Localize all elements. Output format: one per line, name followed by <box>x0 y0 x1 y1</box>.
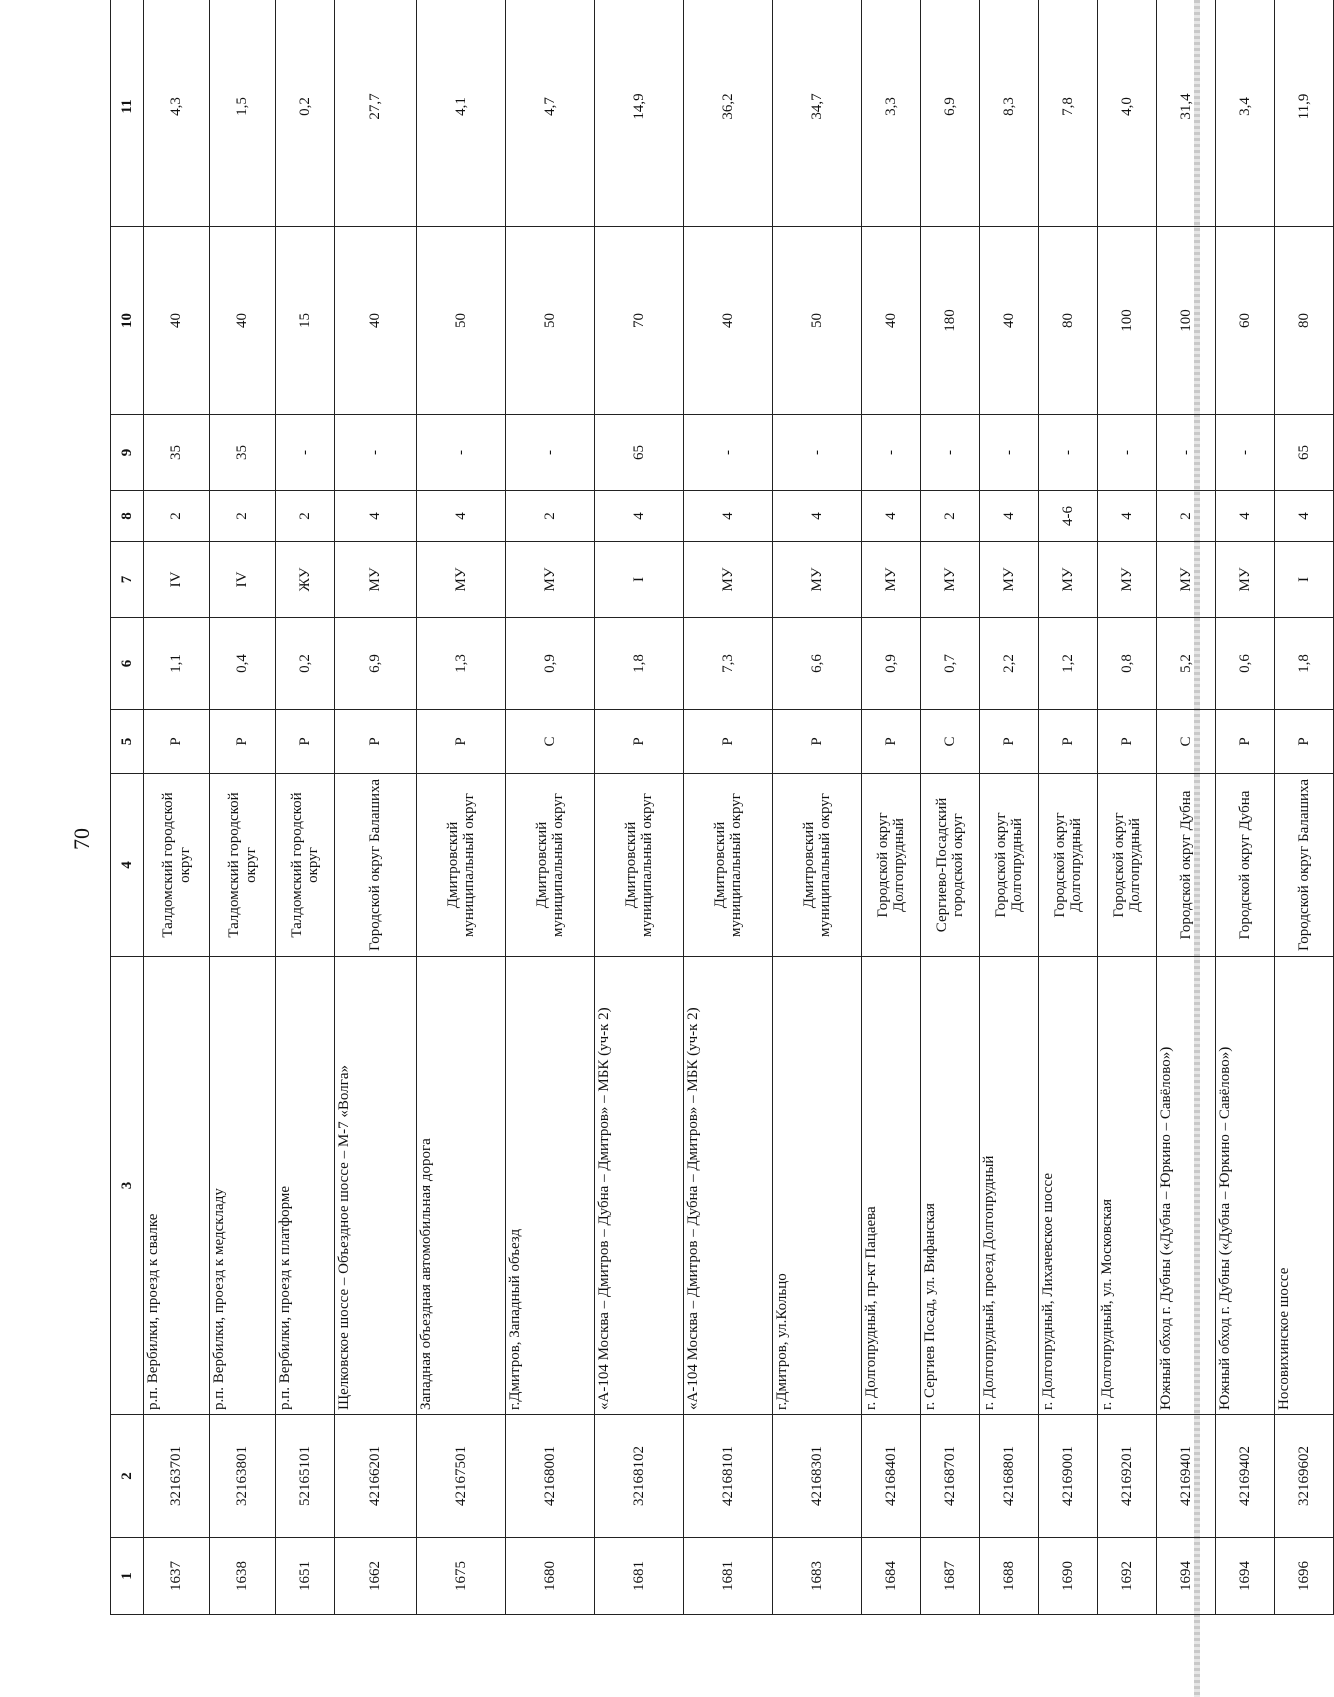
cell-col-area: 11,9 <box>1275 0 1334 227</box>
cell-col-width: 70 <box>595 227 684 415</box>
table-row <box>684 0 773 1615</box>
cell-col-district: Талдомский городской округ <box>210 774 276 957</box>
cell-col-lanes: 4 <box>980 491 1039 542</box>
cell-col-speed: - <box>506 415 595 491</box>
cell-col-width: 50 <box>773 227 862 415</box>
cell-col-name: г.Дмитров, ул.Кольцо <box>773 957 862 1415</box>
cell-col-type: Р <box>773 710 862 774</box>
cell-col-district: Городской округ Долгопрудный <box>980 774 1039 957</box>
cell-col-speed: - <box>921 415 980 491</box>
cell-col-category: МУ <box>773 542 862 618</box>
cell-col-lanes: 2 <box>506 491 595 542</box>
cell-col-length: 0,9 <box>506 618 595 710</box>
cell-col-length: 2,2 <box>980 618 1039 710</box>
cell-col-lanes: 4 <box>1275 491 1334 542</box>
cell-col-lanes: 2 <box>144 491 210 542</box>
table-row <box>335 0 417 1615</box>
cell-col-district: Дмитровский муниципальный округ <box>417 774 506 957</box>
cell-col-area: 14,9 <box>595 0 684 227</box>
cell-col-num: 1681 <box>684 1538 773 1615</box>
cell-col-code: 32168102 <box>595 1415 684 1538</box>
cell-col-width: 50 <box>506 227 595 415</box>
cell-col-speed: - <box>773 415 862 491</box>
table-row <box>980 0 1039 1615</box>
cell-col-code: 42168701 <box>921 1415 980 1538</box>
cell-col-num: 1694 <box>1216 1538 1275 1615</box>
cell-col-num: 1662 <box>335 1538 417 1615</box>
cell-col-length: 6,6 <box>773 618 862 710</box>
cell-col-width: 180 <box>921 227 980 415</box>
table-row <box>1157 0 1216 1615</box>
cell-col-district: Городской округ Долгопрудный <box>862 774 921 957</box>
cell-col-name: г. Долгопрудный, ул. Московская <box>1098 957 1157 1415</box>
table-body <box>144 0 1334 1615</box>
table-row <box>506 0 595 1615</box>
cell-col-lanes: 4 <box>1098 491 1157 542</box>
cell-col-type: Р <box>862 710 921 774</box>
cell-col-name: р.п. Вербилки, проезд к свалке <box>144 957 210 1415</box>
table-row <box>144 0 210 1615</box>
cell-col-area: 8,3 <box>980 0 1039 227</box>
cell-col-width: 15 <box>276 227 335 415</box>
cell-col-speed: - <box>862 415 921 491</box>
cell-col-num: 1681 <box>595 1538 684 1615</box>
table-row <box>1039 0 1098 1615</box>
cell-col-name: р.п. Вербилки, проезд к медскладу <box>210 957 276 1415</box>
cell-col-speed: - <box>1157 415 1216 491</box>
cell-col-district: Дмитровский муниципальный округ <box>684 774 773 957</box>
cell-col-length: 0,7 <box>921 618 980 710</box>
cell-col-width: 40 <box>335 227 417 415</box>
cell-col-name: г. Сергиев Посад, ул. Вифанская <box>921 957 980 1415</box>
cell-col-length: 1,8 <box>1275 618 1334 710</box>
cell-col-code: 42169402 <box>1216 1415 1275 1538</box>
cell-col-district: Городской округ Балашиха <box>1275 774 1334 957</box>
cell-col-category: МУ <box>684 542 773 618</box>
cell-col-width: 100 <box>1098 227 1157 415</box>
cell-col-num: 1688 <box>980 1538 1039 1615</box>
cell-col-district: Дмитровский муниципальный округ <box>595 774 684 957</box>
cell-col-category: МУ <box>921 542 980 618</box>
cell-col-num: 1683 <box>773 1538 862 1615</box>
cell-col-width: 40 <box>684 227 773 415</box>
cell-col-speed: - <box>1098 415 1157 491</box>
cell-col-area: 0,2 <box>276 0 335 227</box>
cell-col-category: МУ <box>1039 542 1098 618</box>
cell-col-district: Городской округ Долгопрудный <box>1098 774 1157 957</box>
cell-col-code: 42168001 <box>506 1415 595 1538</box>
cell-col-width: 100 <box>1157 227 1216 415</box>
cell-col-area: 3,3 <box>862 0 921 227</box>
cell-col-type: Р <box>276 710 335 774</box>
cell-col-district: Дмитровский муниципальный округ <box>773 774 862 957</box>
cell-col-length: 0,2 <box>276 618 335 710</box>
cell-col-district: Городской округ Дубна <box>1157 774 1216 957</box>
cell-col-length: 1,8 <box>595 618 684 710</box>
cell-col-length: 0,4 <box>210 618 276 710</box>
cell-col-name: Щелковское шоссе – Объездное шоссе – М-7 «Волга» <box>335 957 417 1415</box>
header-row <box>111 0 144 1615</box>
cell-col-category: МУ <box>980 542 1039 618</box>
cell-col-type: Р <box>595 710 684 774</box>
cell-col-speed: - <box>684 415 773 491</box>
cell-col-length: 1,1 <box>144 618 210 710</box>
cell-col-speed: 65 <box>595 415 684 491</box>
table-row <box>1098 0 1157 1615</box>
cell-col-category: IV <box>210 542 276 618</box>
cell-col-num: 1692 <box>1098 1538 1157 1615</box>
cell-col-width: 80 <box>1275 227 1334 415</box>
cell-col-lanes: 2 <box>276 491 335 542</box>
cell-col-name: г. Долгопрудный, проезд Долгопрудный <box>980 957 1039 1415</box>
cell-col-lanes: 4 <box>773 491 862 542</box>
cell-col-name: Южный обход г. Дубны («Дубна – Юркино – Савёлово») <box>1216 957 1275 1415</box>
cell-col-speed: 35 <box>144 415 210 491</box>
cell-col-num: 1694 <box>1157 1538 1216 1615</box>
cell-col-speed: - <box>1039 415 1098 491</box>
cell-col-lanes: 4-6 <box>1039 491 1098 542</box>
cell-col-category: МУ <box>862 542 921 618</box>
header-col-width: 10 <box>111 227 144 415</box>
cell-col-area: 34,7 <box>773 0 862 227</box>
cell-col-lanes: 4 <box>1216 491 1275 542</box>
header-col-name: 3 <box>111 957 144 1415</box>
cell-col-type: Р <box>335 710 417 774</box>
cell-col-speed: - <box>1216 415 1275 491</box>
cell-col-num: 1696 <box>1275 1538 1334 1615</box>
cell-col-category: МУ <box>417 542 506 618</box>
cell-col-name: г.Дмитров, Западный объезд <box>506 957 595 1415</box>
road-register-table <box>110 0 1334 1615</box>
header-col-lanes: 8 <box>111 491 144 542</box>
cell-col-width: 40 <box>210 227 276 415</box>
cell-col-width: 40 <box>144 227 210 415</box>
cell-col-district: Городской округ Дубна <box>1216 774 1275 957</box>
cell-col-lanes: 4 <box>862 491 921 542</box>
cell-col-num: 1687 <box>921 1538 980 1615</box>
cell-col-area: 1,5 <box>210 0 276 227</box>
cell-col-category: I <box>1275 542 1334 618</box>
cell-col-district: Сергиево-Посадский городской округ <box>921 774 980 957</box>
table-row <box>862 0 921 1615</box>
cell-col-type: Р <box>980 710 1039 774</box>
cell-col-type: Р <box>684 710 773 774</box>
cell-col-length: 1,2 <box>1039 618 1098 710</box>
cell-col-type: Р <box>1216 710 1275 774</box>
cell-col-name: Южный обход г. Дубны («Дубна – Юркино – Савёлово») <box>1157 957 1216 1415</box>
header-col-num: 1 <box>111 1538 144 1615</box>
cell-col-length: 0,9 <box>862 618 921 710</box>
header-col-code: 2 <box>111 1415 144 1538</box>
cell-col-district: Городской округ Долгопрудный <box>1039 774 1098 957</box>
cell-col-num: 1651 <box>276 1538 335 1615</box>
cell-col-width: 40 <box>862 227 921 415</box>
cell-col-num: 1690 <box>1039 1538 1098 1615</box>
cell-col-code: 42168101 <box>684 1415 773 1538</box>
cell-col-num: 1680 <box>506 1538 595 1615</box>
cell-col-code: 42168801 <box>980 1415 1039 1538</box>
cell-col-width: 50 <box>417 227 506 415</box>
cell-col-length: 7,3 <box>684 618 773 710</box>
cell-col-area: 36,2 <box>684 0 773 227</box>
cell-col-code: 32169602 <box>1275 1415 1334 1538</box>
cell-col-area: 3,4 <box>1216 0 1275 227</box>
cell-col-num: 1637 <box>144 1538 210 1615</box>
cell-col-type: С <box>1157 710 1216 774</box>
cell-col-category: МУ <box>335 542 417 618</box>
cell-col-code: 42167501 <box>417 1415 506 1538</box>
cell-col-district: Талдомский городской округ <box>276 774 335 957</box>
header-col-type: 5 <box>111 710 144 774</box>
cell-col-width: 40 <box>980 227 1039 415</box>
cell-col-lanes: 4 <box>417 491 506 542</box>
cell-col-num: 1638 <box>210 1538 276 1615</box>
table-row <box>417 0 506 1615</box>
cell-col-speed: 35 <box>210 415 276 491</box>
cell-col-category: I <box>595 542 684 618</box>
header-col-category: 7 <box>111 542 144 618</box>
cell-col-code: 42169401 <box>1157 1415 1216 1538</box>
cell-col-type: С <box>921 710 980 774</box>
cell-col-code: 52165101 <box>276 1415 335 1538</box>
cell-col-code: 42168401 <box>862 1415 921 1538</box>
cell-col-name: «А-104 Москва – Дмитров – Дубна – Дмитров» – МБК (уч-к 2) <box>684 957 773 1415</box>
cell-col-length: 0,8 <box>1098 618 1157 710</box>
cell-col-code: 42169201 <box>1098 1415 1157 1538</box>
cell-col-lanes: 4 <box>335 491 417 542</box>
cell-col-speed: - <box>980 415 1039 491</box>
cell-col-area: 31,4 <box>1157 0 1216 227</box>
table-row <box>773 0 862 1615</box>
cell-col-num: 1675 <box>417 1538 506 1615</box>
cell-col-name: «А-104 Москва – Дмитров – Дубна – Дмитров» – МБК (уч-к 2) <box>595 957 684 1415</box>
table-row <box>595 0 684 1615</box>
cell-col-length: 0,6 <box>1216 618 1275 710</box>
cell-col-code: 42169001 <box>1039 1415 1098 1538</box>
cell-col-district: Талдомский городской округ <box>144 774 210 957</box>
cell-col-lanes: 4 <box>595 491 684 542</box>
cell-col-type: Р <box>417 710 506 774</box>
cell-col-speed: 65 <box>1275 415 1334 491</box>
cell-col-area: 6,9 <box>921 0 980 227</box>
cell-col-length: 1,3 <box>417 618 506 710</box>
header-col-length: 6 <box>111 618 144 710</box>
header-col-speed: 9 <box>111 415 144 491</box>
cell-col-code: 42166201 <box>335 1415 417 1538</box>
page-number: 70 <box>69 828 94 850</box>
cell-col-width: 80 <box>1039 227 1098 415</box>
cell-col-type: Р <box>210 710 276 774</box>
cell-col-speed: - <box>276 415 335 491</box>
cell-col-lanes: 2 <box>1157 491 1216 542</box>
cell-col-name: г. Долгопрудный, Лихачевское шоссе <box>1039 957 1098 1415</box>
cell-col-district: Дмитровский муниципальный округ <box>506 774 595 957</box>
header-col-area: 11 <box>111 0 144 227</box>
cell-col-area: 4,0 <box>1098 0 1157 227</box>
table-row <box>210 0 276 1615</box>
cell-col-name: Западная объездная автомобильная дорога <box>417 957 506 1415</box>
cell-col-area: 7,8 <box>1039 0 1098 227</box>
cell-col-name: р.п. Вербилки, проезд к платформе <box>276 957 335 1415</box>
cell-col-length: 5,2 <box>1157 618 1216 710</box>
cell-col-lanes: 4 <box>684 491 773 542</box>
cell-col-type: С <box>506 710 595 774</box>
cell-col-length: 6,9 <box>335 618 417 710</box>
cell-col-code: 42168301 <box>773 1415 862 1538</box>
cell-col-category: МУ <box>1157 542 1216 618</box>
table-row <box>276 0 335 1615</box>
cell-col-area: 27,7 <box>335 0 417 227</box>
cell-col-type: Р <box>1039 710 1098 774</box>
table-row <box>1216 0 1275 1615</box>
cell-col-type: Р <box>1098 710 1157 774</box>
cell-col-lanes: 2 <box>921 491 980 542</box>
cell-col-type: Р <box>144 710 210 774</box>
cell-col-area: 4,3 <box>144 0 210 227</box>
cell-col-name: г. Долгопрудный, пр-кт Пацаева <box>862 957 921 1415</box>
cell-col-lanes: 2 <box>210 491 276 542</box>
cell-col-category: МУ <box>1098 542 1157 618</box>
cell-col-category: МУ <box>1216 542 1275 618</box>
cell-col-code: 32163701 <box>144 1415 210 1538</box>
cell-col-area: 4,7 <box>506 0 595 227</box>
cell-col-area: 4,1 <box>417 0 506 227</box>
header-col-district: 4 <box>111 774 144 957</box>
cell-col-category: ЖУ <box>276 542 335 618</box>
cell-col-code: 32163801 <box>210 1415 276 1538</box>
cell-col-category: МУ <box>506 542 595 618</box>
cell-col-speed: - <box>417 415 506 491</box>
cell-col-district: Городской округ Балашиха <box>335 774 417 957</box>
cell-col-type: Р <box>1275 710 1334 774</box>
table-row <box>1275 0 1334 1615</box>
table-wrapper <box>110 87 1312 1615</box>
cell-col-width: 60 <box>1216 227 1275 415</box>
cell-col-category: IV <box>144 542 210 618</box>
cell-col-name: Носовихинское шоссе <box>1275 957 1334 1415</box>
table-row <box>921 0 980 1615</box>
cell-col-num: 1684 <box>862 1538 921 1615</box>
cell-col-speed: - <box>335 415 417 491</box>
